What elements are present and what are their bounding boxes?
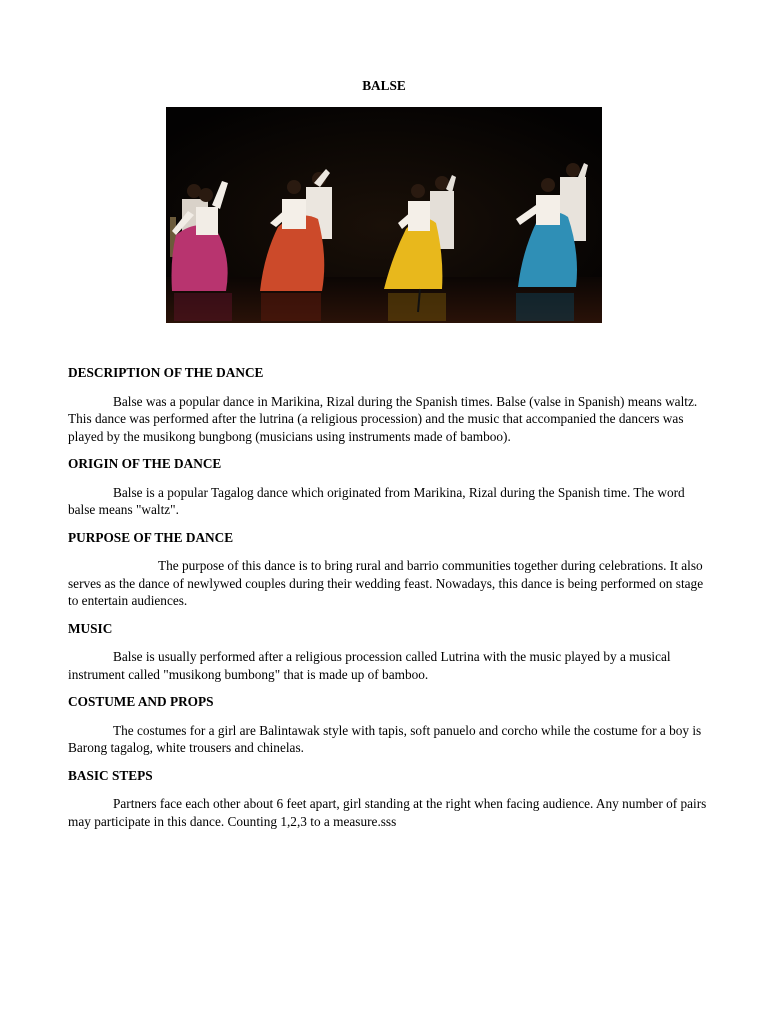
section-paragraph: The purpose of this dance is to bring rural and barrio communities together during celebrations. It also serves as the dance of newlywed couples during their wedding feast. Nowadays, this dance is being performed on stage to entertain audiences. (68, 558, 704, 608)
section-purpose (68, 529, 708, 610)
section-costume (68, 693, 708, 757)
section-paragraph: Balse was a popular dance in Marikina, Rizal during the Spanish times. Balse (valse in Spanish) means waltz. This dance was performed after the lutrina (a religious procession) and the music that accompanied the dancers was played by the musikong bungbong (musicians using instruments made of bamboo). (68, 393, 698, 444)
section-paragraph: Balse is usually performed after a religious procession called Lutrina with the music played by a musical instrument called "musikong bumbong" that is made up of bamboo. (68, 649, 671, 682)
section-heading: BASIC STEPS (68, 767, 153, 783)
document-body (68, 364, 708, 840)
section-basic-steps (68, 767, 708, 831)
section-paragraph: The costumes for a girl are Balintawak style with tapis, soft panuelo and corcho while the costume for a boy is Barong tagalog, white trousers and chinelas. (68, 722, 702, 755)
section-heading: DESCRIPTION OF THE DANCE (68, 365, 264, 380)
section-heading: MUSIC (68, 620, 113, 636)
section-description (68, 364, 708, 445)
section-origin (68, 455, 708, 519)
section-paragraph: Balse is a popular Tagalog dance which originated from Marikina, Rizal during the Spanish time. The word balse means "waltz". (68, 484, 685, 517)
section-heading: ORIGIN OF THE DANCE (68, 456, 222, 471)
document-title: BALSE (362, 78, 406, 93)
section-paragraph: Partners face each other about 6 feet apart, girl standing at the right when facing audience. Any number of pairs may participate in this dance. Counting 1,2,3 to a measure.sss (68, 796, 707, 829)
dancers-photo (166, 107, 602, 323)
section-music (68, 620, 708, 684)
section-heading: PURPOSE OF THE DANCE (68, 529, 234, 545)
section-heading: COSTUME AND PROPS (68, 694, 214, 709)
